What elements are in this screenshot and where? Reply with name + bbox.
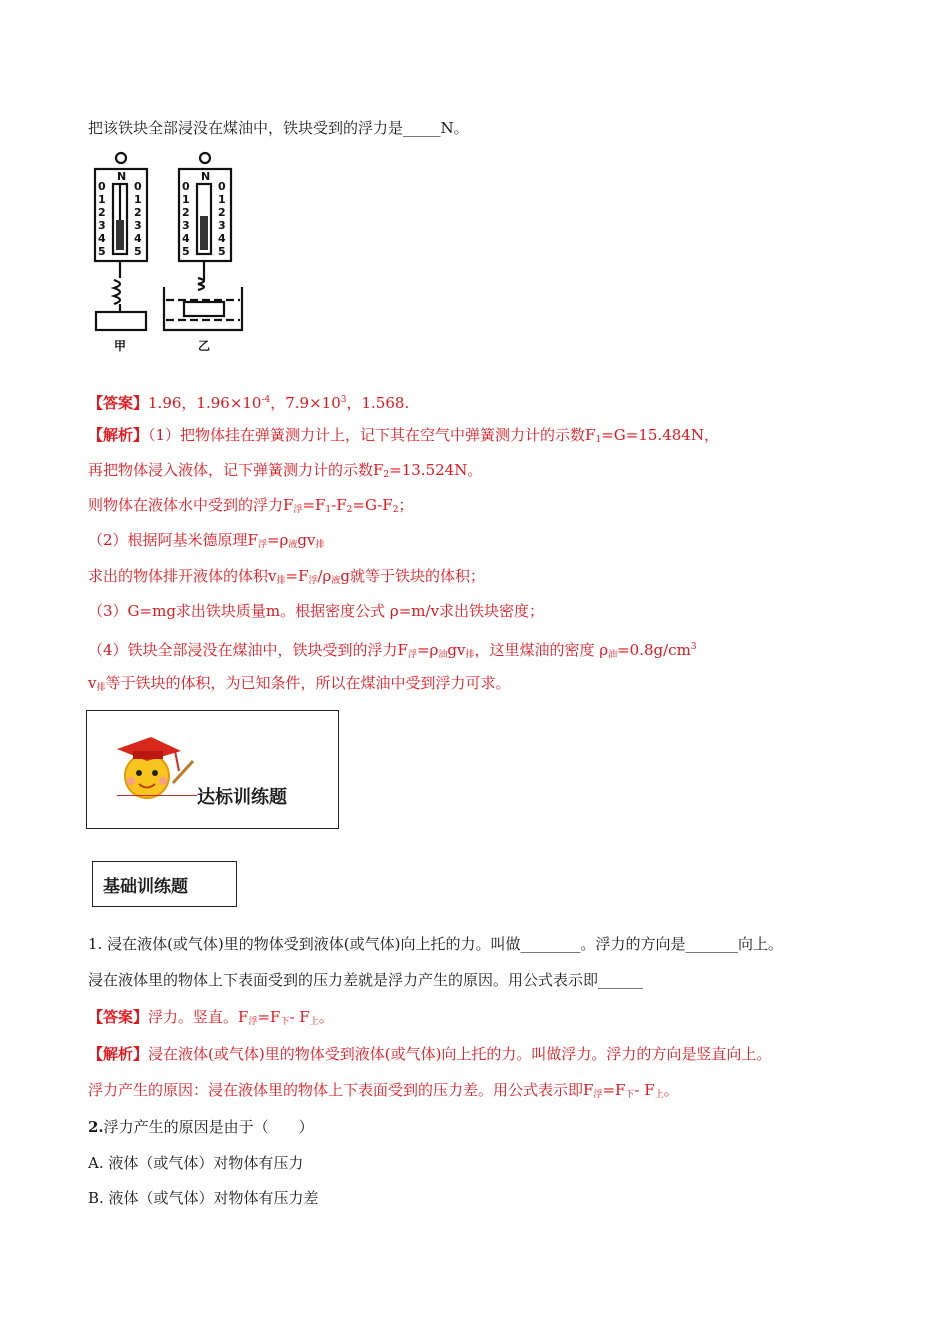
svg-text:5: 5 — [98, 245, 106, 258]
q1-analysis-2: 浮力产生的原因：浸在液体里的物体上下表面受到的压力差。用公式表示即$F_浮=F_下-$ $F_上$。 — [88, 1081, 679, 1100]
scale-letter-right: N — [201, 170, 211, 183]
q2-stem: 2.浮力产生的原因是由于（ ） — [88, 1118, 314, 1136]
scale-letter-left: N — [117, 170, 127, 183]
svg-text:5: 5 — [182, 245, 190, 258]
banner-rule — [117, 795, 197, 796]
svg-text:1: 1 — [218, 193, 226, 206]
banner-title: 达标训练题 — [197, 787, 287, 808]
section-title-box — [92, 861, 237, 907]
svg-text:4: 4 — [134, 232, 142, 245]
analysis-line-5: 求出的物体排开液体的体积$v_排=F_浮/\rho_液g$就等于铁块的体积； — [88, 567, 485, 586]
q1-answer: 【答案】浮力。竖直。$F_浮=F_下-$ $F_上$。 — [88, 1008, 334, 1027]
svg-text:4: 4 — [98, 232, 106, 245]
analysis-line-1: 【解析】（1）把物体挂在弹簧测力计上，记下其在空气中弹簧测力计的示数$F_1=G=15.484N$， — [88, 426, 719, 445]
q1-line-2: 浸在液体里的物体上下表面受到的压力差就是浮力产生的原因。用公式表示即______ — [88, 971, 644, 989]
q1-analysis-1: 【解析】浸在液体(或气体)里的物体受到液体(或气体)向上托的力。叫做浮力。浮力的方向是竖直向上。 — [88, 1045, 772, 1063]
svg-text:0: 0 — [218, 180, 226, 193]
answer-line: 【答案】1.96，$1.96\times 10^{-4}$，$7.9\times 10^3$，1.568. — [88, 394, 410, 412]
figure-label-right: 乙 — [198, 339, 211, 353]
svg-text:1: 1 — [98, 193, 106, 206]
training-banner — [86, 710, 339, 829]
svg-text:5: 5 — [134, 245, 142, 258]
svg-text:0: 0 — [134, 180, 142, 193]
analysis-line-7: （4）铁块全部浸没在煤油中，铁块受到的浮力$F_浮=\rho_油gv_排$，这里煤油的密度 $\rho_油=0.8g/cm^3$ — [88, 641, 697, 660]
svg-text:0: 0 — [182, 180, 190, 193]
q1-line-1: 1. 浸在液体(或气体)里的物体受到液体(或气体)向上托的力。叫做________。浮力的方向是_______向上。 — [88, 935, 783, 953]
spring-scale-figure — [88, 150, 248, 355]
svg-text:2: 2 — [182, 206, 190, 219]
spring-scale-diagram — [88, 150, 248, 355]
svg-text:0: 0 — [98, 180, 106, 193]
svg-text:2: 2 — [134, 206, 142, 219]
svg-text:3: 3 — [182, 219, 190, 232]
figure-label-left: 甲 — [114, 339, 127, 353]
q2-option-a: A. 液体（或气体）对物体有压力 — [88, 1154, 304, 1172]
svg-text:3: 3 — [98, 219, 106, 232]
analysis-line-8: $v_排$等于铁块的体积，为已知条件，所以在煤油中受到浮力可求。 — [88, 674, 511, 693]
mascot-icon — [103, 721, 203, 811]
svg-text:5: 5 — [218, 245, 226, 258]
svg-text:2: 2 — [98, 206, 106, 219]
analysis-line-3: 则物体在液体水中受到的浮力$F_浮=F_1-F_2=G-F_2$； — [88, 496, 414, 515]
q2-option-b: B. 液体（或气体）对物体有压力差 — [88, 1189, 319, 1207]
svg-text:3: 3 — [134, 219, 142, 232]
svg-text:4: 4 — [182, 232, 190, 245]
svg-text:2: 2 — [218, 206, 226, 219]
intro-text: 把该铁块全部浸没在煤油中，铁块受到的浮力是_____N。 — [88, 119, 469, 137]
svg-text:3: 3 — [218, 219, 226, 232]
analysis-line-6: （3）G=mg求出铁块质量m。根据密度公式 ρ=m/v求出铁块密度； — [88, 602, 545, 620]
section-title: 基础训练题 — [103, 877, 188, 897]
svg-text:1: 1 — [182, 193, 190, 206]
analysis-line-4: （2）根据阿基米德原理$F_浮=\rho_液gv_排$ — [88, 531, 325, 550]
analysis-line-2: 再把物体浸入液体，记下弹簧测力计的示数$F_2=13.524N$。 — [88, 461, 483, 480]
svg-text:4: 4 — [218, 232, 226, 245]
svg-text:1: 1 — [134, 193, 142, 206]
